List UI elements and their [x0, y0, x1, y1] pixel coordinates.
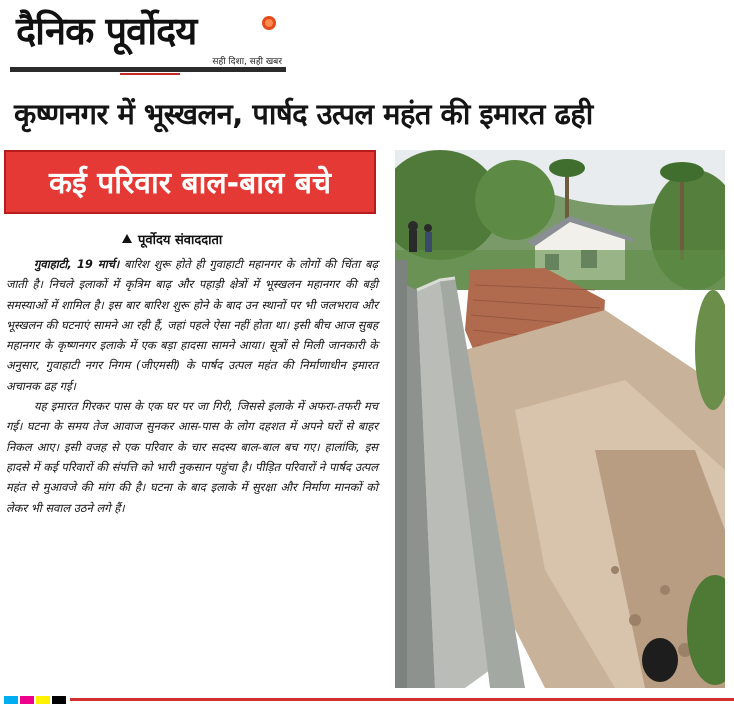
subheadline-box — [4, 150, 376, 214]
newspaper-logo: दैनिक पूर्वोदय — [16, 9, 197, 53]
article-body — [6, 254, 378, 684]
byline-triangle-icon — [122, 234, 132, 243]
paragraph-2-text: यह इमारत गिरकर पास के एक घर पर जा गिरी, जिससे इलाके में अफरा-तफरी मच गई। घटना के समय तेज आवाज सुनकर आस-पास के लोग दहशत में अपने घरों से बाहर निकल आए। इसी वजह से एक परिवार के चार सदस्य बाल-बाल बच गए। हालांकि, इस हादसे में कई परिवारों की संपत्ति को भारी नुकसान पहुंचा है। पीड़ित परिवारों ने पार्षद उत्पल महंत से मुआवजे की मांग की है। घटना के बाद इलाके में सुरक्षा और निर्माण मानकों को लेकर भी सवाल उठने लगे हैं। — [6, 399, 378, 515]
byline-text: पूर्वोदय संवाददाता — [138, 233, 223, 248]
masthead — [10, 6, 286, 76]
footer-rule — [70, 698, 734, 701]
article-paragraph — [6, 254, 378, 396]
byline — [122, 230, 222, 250]
dateline: गुवाहाटी, 19 मार्च। — [34, 257, 120, 271]
logo-sun-icon — [260, 14, 278, 32]
subheadline: कई परिवार बाल-बाल बचे — [48, 166, 331, 201]
masthead-accent-rule — [120, 73, 180, 75]
article-paragraph — [6, 396, 378, 518]
landslide-photo — [395, 150, 725, 688]
masthead-tagline: सही दिशा, सही खबर — [212, 57, 282, 67]
yellow-swatch — [36, 696, 50, 704]
cyan-swatch — [4, 696, 18, 704]
black-swatch — [52, 696, 66, 704]
magenta-swatch — [20, 696, 34, 704]
masthead-rule — [10, 67, 286, 72]
headline: कृष्णनगर में भूस्खलन, पार्षद उत्पल महंत की इमारत ढही — [14, 97, 593, 131]
paragraph-1-text: बारिश शुरू होते ही गुवाहाटी महानगर के लोगों की चिंता बढ़ जाती है। निचले इलाकों में कृत्रिम बाढ़ और पहाड़ी क्षेत्रों में भूस्खलन महानगर की बड़ी समस्याओं में शामिल है। इस बार बारिश शुरू होने के बाद उन स्थानों पर भी जलभराव और भूस्खलन की घटनाएं सामने आ रही हैं, जहां पहले ऐसा नहीं होता था। इसी बीच आज सुबह महानगर के कृष्णनगर इलाके में एक बड़ा हादसा सामने आया। सूत्रों से मिली जानकारी के अनुसार, गुवाहाटी नगर निगम (जीएमसी) के पार्षद उत्पल महंत की निर्माणाधीन इमारत अचानक ढह गई। — [6, 257, 378, 393]
news-photo — [395, 150, 725, 688]
